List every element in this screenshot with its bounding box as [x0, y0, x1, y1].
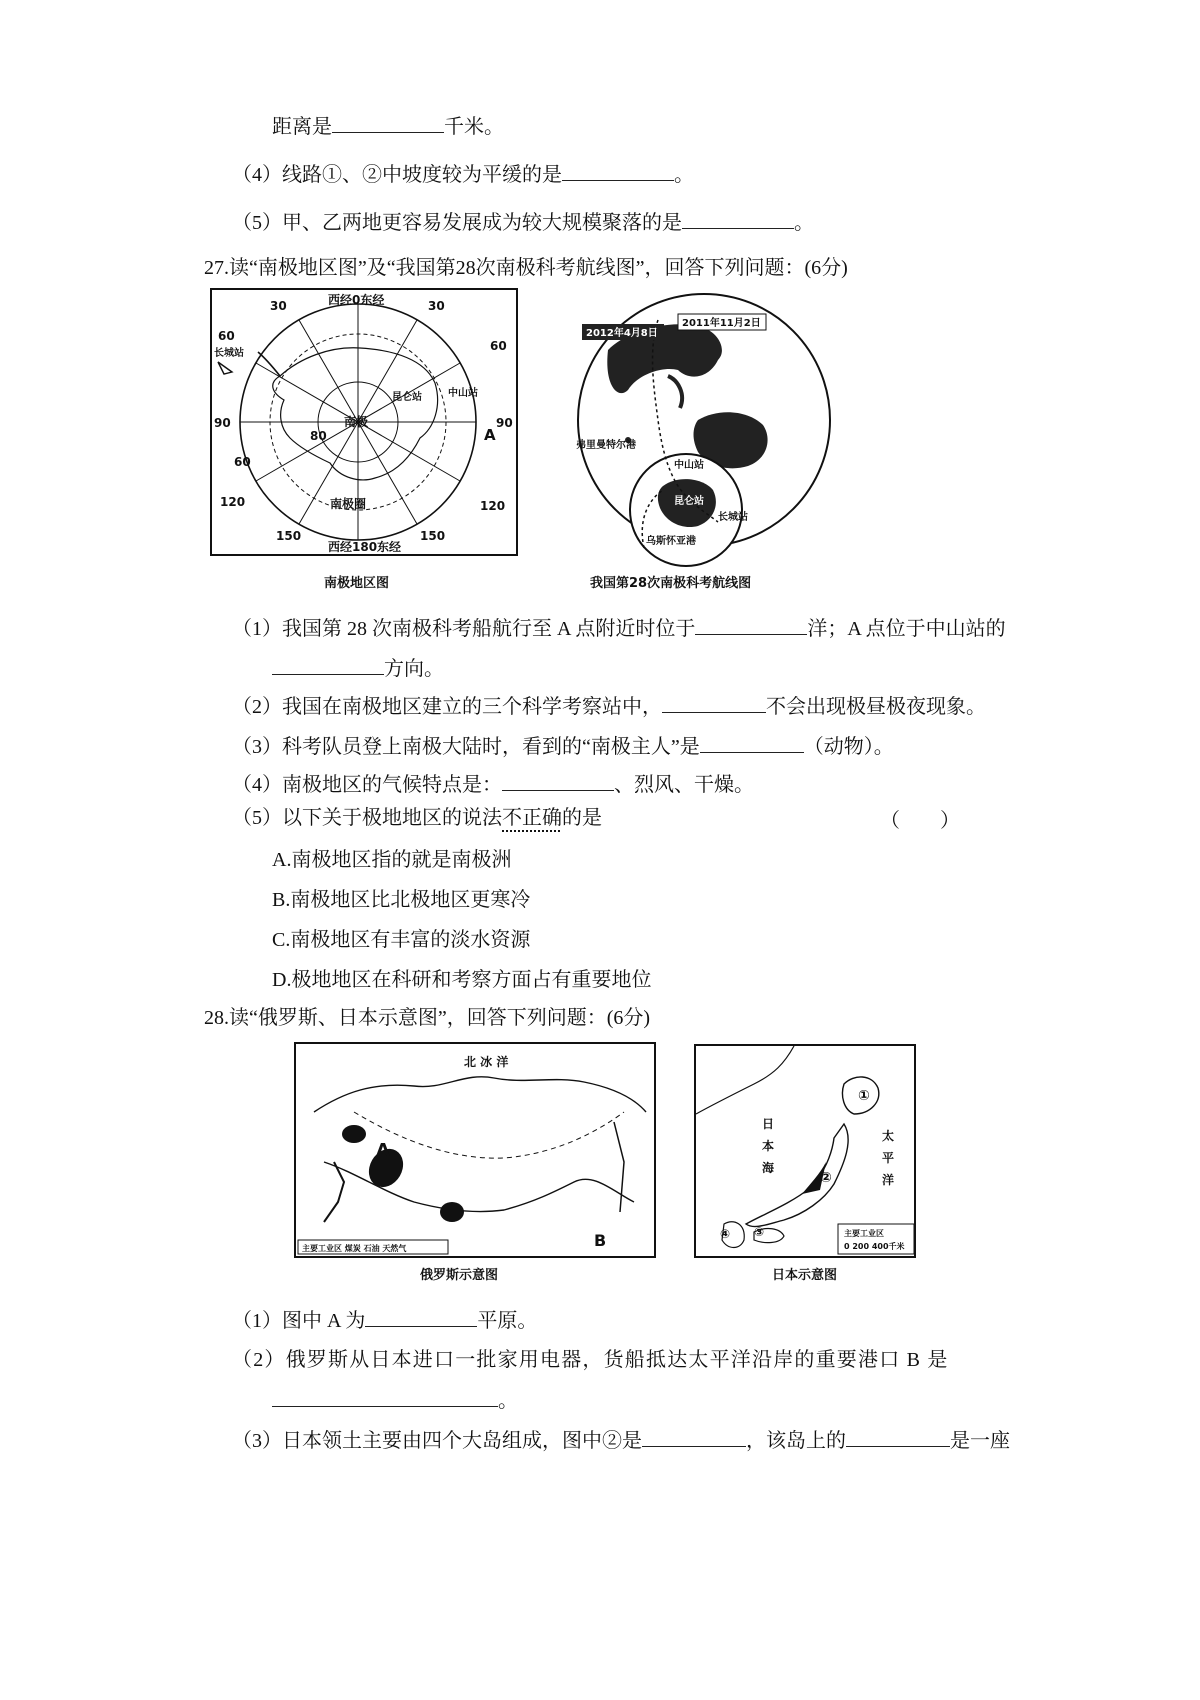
deg-label: 120: [220, 495, 246, 509]
changcheng-route-label: 长城站: [718, 512, 748, 523]
q26-distance-unit: 千米。: [444, 116, 504, 138]
q27-stem: 27.读“南极地区图”及“我国第28次南极科考航线图”，回答下列问题：(6分): [204, 257, 848, 279]
russia-map: [294, 1042, 658, 1260]
japan-map-caption: 日本示意图: [772, 1268, 838, 1283]
q26-sub5: [232, 208, 814, 237]
deg-label: 30: [270, 299, 287, 313]
q26-sub5-end: 。: [794, 212, 814, 234]
deg-label: 120: [480, 499, 506, 513]
island-3-label: ③: [754, 1225, 765, 1239]
q26-sub4-text: （4）线路①、②中坡度较为平缓的是: [232, 164, 562, 186]
q27-sub3-text2: （动物）。: [803, 736, 894, 758]
ocean-label: 洋: [882, 1173, 895, 1187]
q26-sub5-text: （5）甲、乙两地更容易发展成为较大规模聚落的是: [232, 212, 682, 234]
deg-label: 150: [276, 529, 302, 543]
q26-sub4: [232, 160, 694, 189]
option-d: D.极地地区在科研和考察方面占有重要地位: [272, 969, 652, 991]
q28-stem: 28.读“俄罗斯、日本示意图”，回答下列问题：(6分): [204, 1007, 651, 1029]
answer-blank[interactable]: [272, 654, 384, 675]
q27-sub5-text: （5）以下关于极地地区的说法: [232, 807, 502, 829]
q28-sub3: [232, 1426, 1010, 1455]
q28-sub2: [232, 1346, 949, 1374]
q27-sub4-text: （4）南极地区的气候特点是：: [232, 774, 502, 796]
q27-sub5-emphasis: 不正确: [502, 807, 562, 829]
ushuaia-label: 乌斯怀亚港: [646, 536, 696, 547]
kunlun-station-label: 昆仑站: [392, 392, 422, 403]
route-map-caption: 我国第28次南极科考航线图: [590, 576, 752, 591]
meridian-0-label: 西经0东经: [328, 293, 385, 307]
deg-label: 60: [490, 339, 507, 353]
q27-sub2-text: （2）我国在南极地区建立的三个科学考察站中，: [232, 696, 662, 718]
fremantle-label: 弗里曼特尔港: [576, 440, 636, 451]
deg-label: 60: [234, 455, 251, 469]
deg-label: 90: [214, 416, 231, 430]
zhongshan-station-label: 中山站: [448, 388, 478, 399]
option-a: A.南极地区指的就是南极洲: [272, 849, 512, 871]
q27-sub1-cont: [272, 654, 444, 683]
answer-blank[interactable]: [365, 1306, 477, 1327]
south-pole-label: 南极: [344, 415, 369, 429]
sea-label: 海: [762, 1161, 775, 1175]
q28-sub1-text: （1）图中 A 为: [232, 1310, 366, 1332]
island-4-label: ④: [720, 1227, 731, 1241]
answer-blank[interactable]: [682, 208, 794, 229]
q27-sub2: [232, 692, 986, 721]
deg-label: 30: [428, 299, 445, 313]
island-2-label: ②: [820, 1170, 832, 1186]
antarctic-map-caption: 南极地区图: [324, 576, 390, 591]
ocean-label: 太: [882, 1129, 895, 1143]
q28-sub1: [232, 1306, 537, 1335]
zhongshan-route-label: 中山站: [674, 460, 704, 471]
answer-blank[interactable]: [846, 1426, 950, 1447]
answer-blank[interactable]: [642, 1426, 746, 1447]
q26-sub4-end: 。: [674, 164, 694, 186]
deg-label: 80: [310, 429, 327, 443]
point-b-label: B: [594, 1231, 607, 1250]
q27-sub4-text2: 、烈风、干燥。: [614, 774, 754, 796]
answer-blank[interactable]: [662, 692, 766, 713]
legend-label: 主要工业区 煤炭 石油 天然气: [302, 1244, 407, 1253]
q27-sub5: [232, 804, 602, 832]
antarctic-circle-label: 南极圈: [330, 497, 367, 511]
q26-distance-text: 距离是: [272, 116, 332, 138]
option-c: C.南极地区有丰富的淡水资源: [272, 929, 531, 951]
deg-label: 60: [218, 329, 235, 343]
q27-sub1-text3: 方向。: [384, 658, 444, 680]
answer-blank[interactable]: [332, 112, 444, 133]
q28-sub2-cont: [272, 1386, 518, 1415]
q28-sub3-text3: 是一座: [950, 1430, 1010, 1452]
deg-label: 90: [496, 416, 513, 430]
deg-label: 150: [420, 529, 446, 543]
q27-sub1-text: （1）我国第 28 次南极科考船航行至 A 点附近时位于: [232, 618, 696, 640]
sea-label: 日: [762, 1117, 775, 1131]
russia-map-caption: 俄罗斯示意图: [420, 1268, 499, 1283]
date2-label: 2011年11月2日: [682, 318, 761, 329]
q28-sub3-text: （3）日本领土主要由四个大岛组成，图中②是: [232, 1430, 642, 1452]
kunlun-route-label: 昆仑站: [674, 496, 704, 507]
q27-sub5-text2: 的是: [562, 807, 602, 829]
jp-legend-label: 主要工业区: [844, 1229, 884, 1238]
japan-map: [694, 1044, 916, 1260]
answer-paren[interactable]: （ ）: [880, 810, 960, 832]
arctic-ocean-label: 北 冰 洋: [464, 1055, 509, 1069]
q27-sub1-text2: 洋；A 点位于中山站的: [807, 618, 1006, 640]
island-1-label: ①: [858, 1088, 870, 1104]
point-a-label: A: [376, 1140, 390, 1161]
meridian-180-label: 西经180东经: [328, 540, 402, 554]
answer-blank[interactable]: [502, 770, 614, 791]
point-a-label: A: [484, 426, 496, 444]
q28-sub2-text2: 。: [498, 1390, 518, 1412]
q27-sub3: [232, 732, 894, 761]
q27-sub3-text: （3）科考队员登上南极大陆时，看到的“南极主人”是: [232, 736, 700, 758]
date1-label: 2012年4月8日: [586, 328, 658, 339]
q27-sub4: [232, 770, 754, 799]
q28-sub3-text2: ，该岛上的: [746, 1430, 846, 1452]
q27-sub1: [232, 614, 1006, 643]
antarctic-region-map: [210, 288, 520, 558]
changcheng-station-label: 长城站: [214, 348, 244, 359]
q27-sub2-text2: 不会出现极昼极夜现象。: [766, 696, 986, 718]
sea-label: 本: [762, 1139, 775, 1153]
q28-sub2-text: （2）俄罗斯从日本进口一批家用电器，货船抵达太平洋沿岸的重要港口 B 是: [232, 1349, 949, 1371]
answer-blank[interactable]: [695, 614, 807, 635]
q26-line-distance: [272, 112, 504, 141]
answer-blank[interactable]: [700, 732, 804, 753]
research-route-map: [568, 290, 838, 572]
answer-blank[interactable]: [562, 160, 674, 181]
scale-label: 0 200 400千米: [844, 1242, 905, 1251]
q28-sub1-text2: 平原。: [477, 1310, 538, 1332]
ocean-label: 平: [882, 1151, 895, 1165]
option-b: B.南极地区比北极地区更寒冷: [272, 889, 531, 911]
answer-blank[interactable]: [272, 1386, 498, 1407]
